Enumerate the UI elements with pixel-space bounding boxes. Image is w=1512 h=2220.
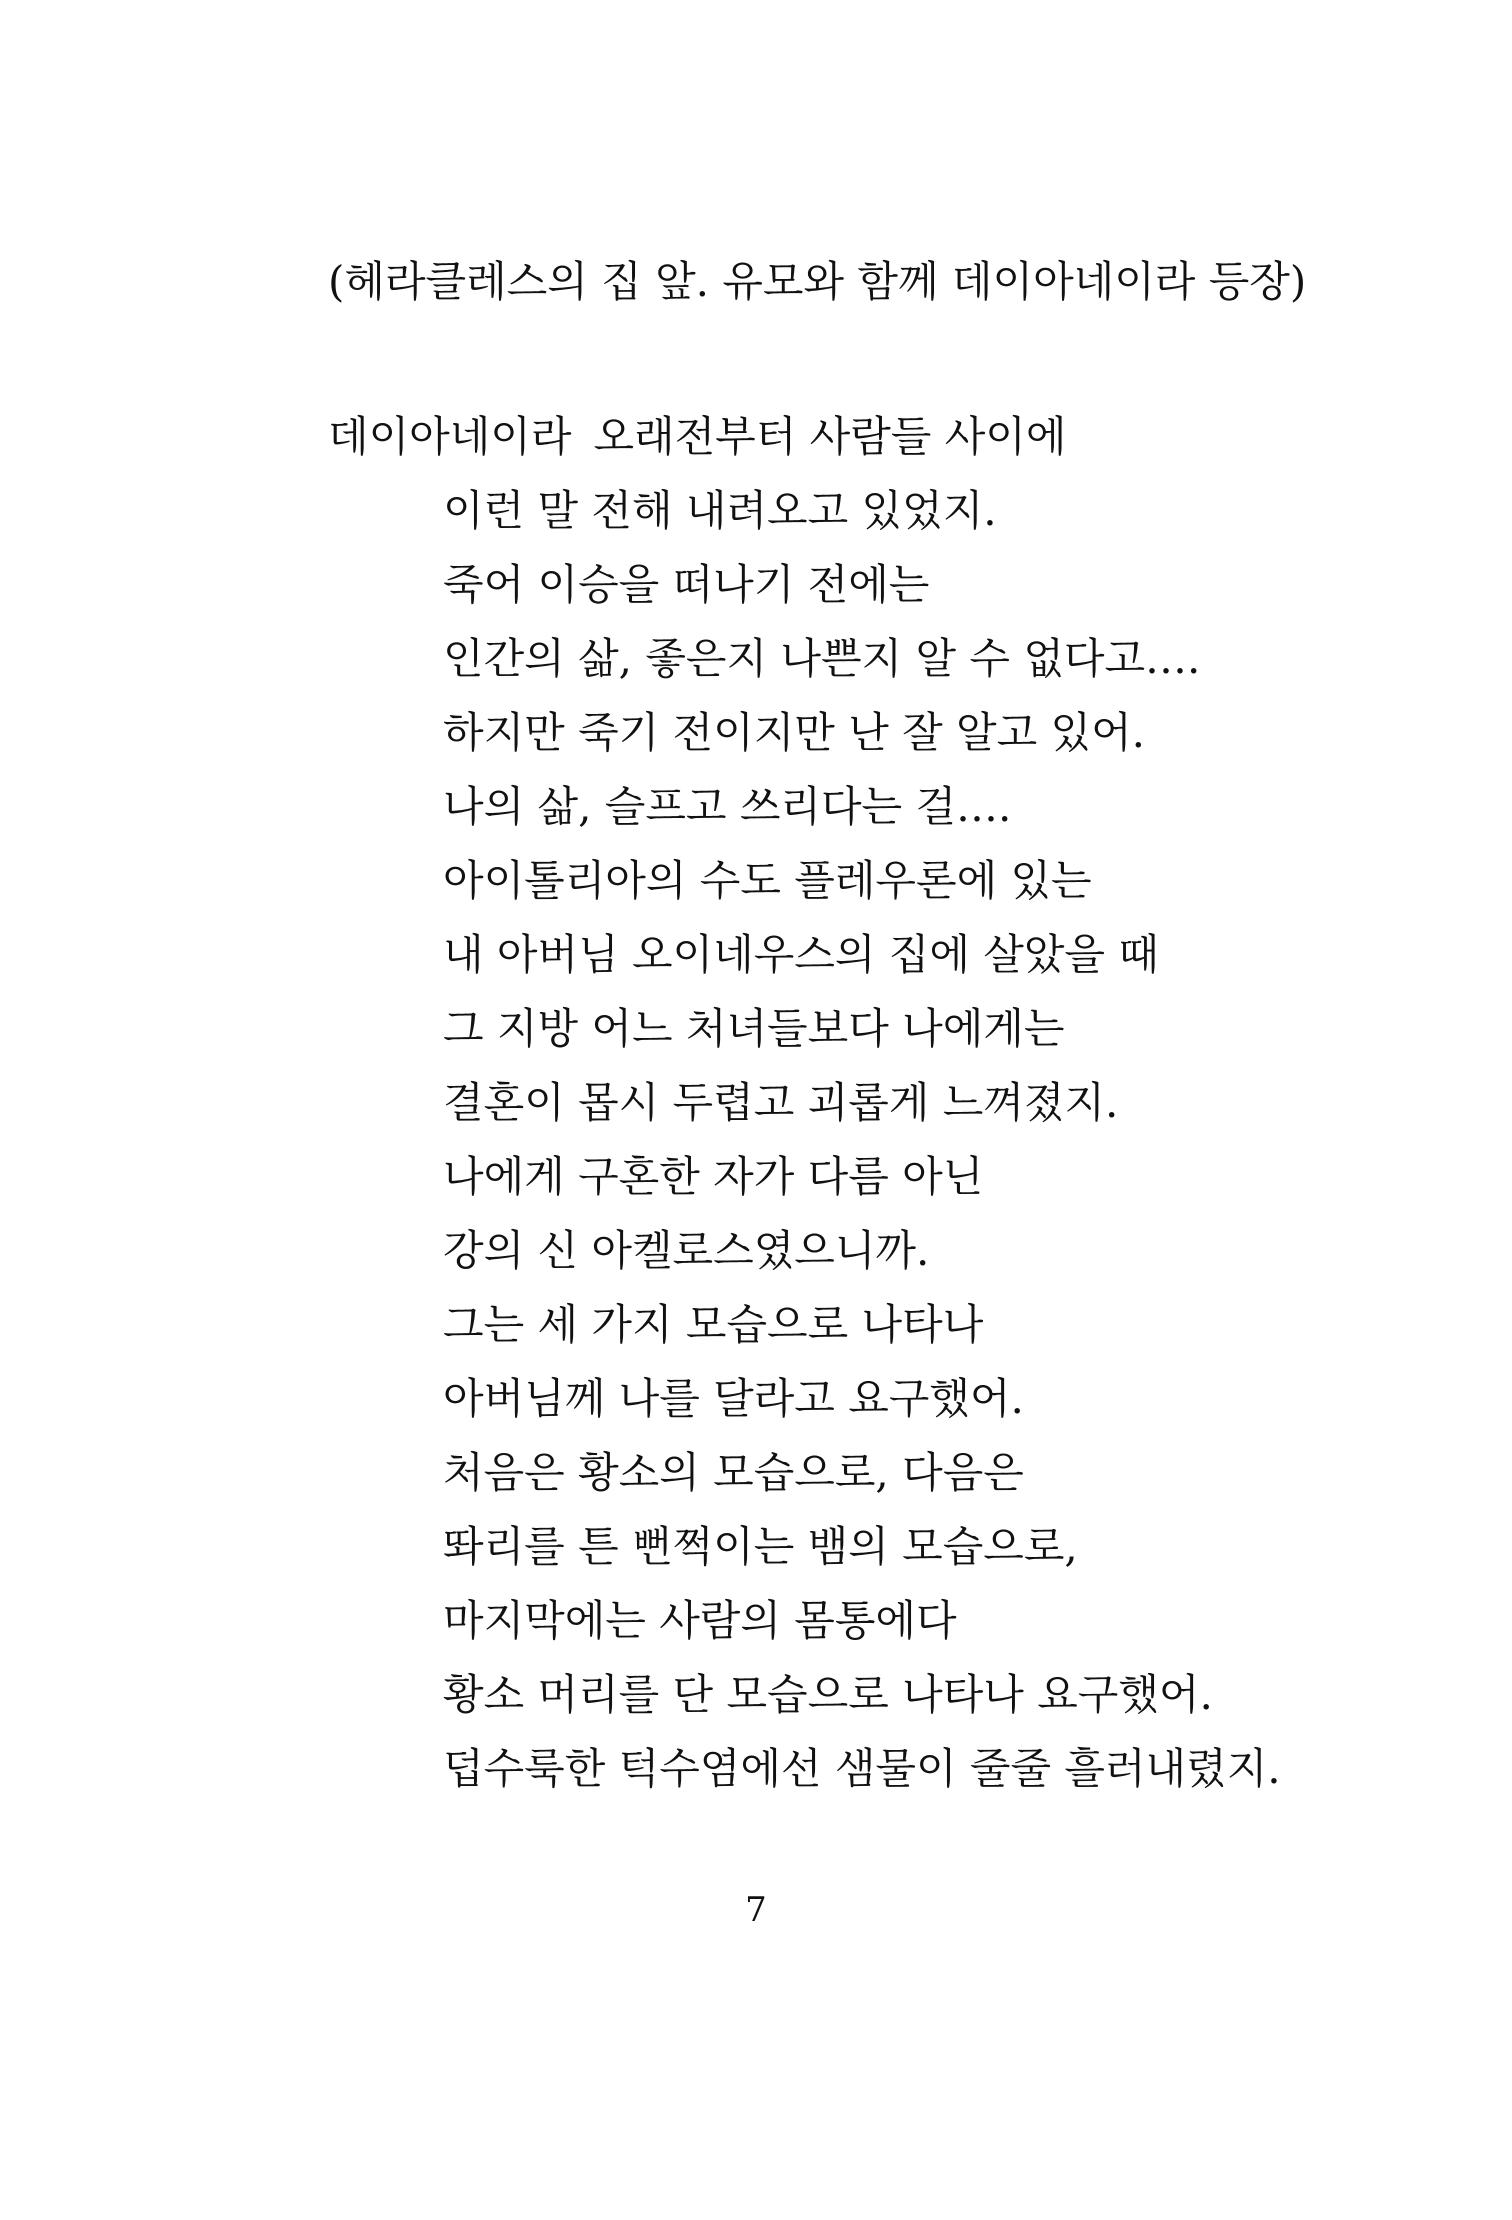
stage-direction: (헤라클레스의 집 앞. 유모와 함께 데이아네이라 등장): [328, 257, 1307, 306]
speech-line: 황소 머리를 단 모습으로 나타나 요구했어.: [443, 1670, 1213, 1719]
speech-line-text: 오래전부터 사람들 사이에: [593, 412, 1067, 461]
speech-line: 이런 말 전해 내려오고 있었지.: [443, 486, 997, 535]
speaker-name: 데이아네이라: [328, 412, 572, 461]
speech-line: 덥수룩한 턱수염에선 샘물이 줄줄 흘러내렸지.: [443, 1744, 1281, 1793]
speech-line: 그 지방 어느 처녀들보다 나에게는: [443, 1004, 1065, 1053]
speech-line: 아이톨리아의 수도 플레우론에 있는: [443, 856, 1092, 905]
speech-line: 인간의 삶, 좋은지 나쁜지 알 수 없다고….: [443, 634, 1201, 683]
page-number: 7: [745, 1890, 767, 1930]
speech-line: 똬리를 튼 뻔쩍이는 뱀의 모습으로,: [443, 1522, 1078, 1571]
speech-line: 나에게 구혼한 자가 다름 아닌: [443, 1152, 984, 1201]
speech-line: 결혼이 몹시 두렵고 괴롭게 느껴졌지.: [443, 1078, 1119, 1127]
speech-line: 내 아버님 오이네우스의 집에 살았을 때: [443, 930, 1159, 979]
speech-line: 아버님께 나를 달라고 요구했어.: [443, 1374, 1024, 1423]
speech-line-first: [328, 400, 1281, 474]
speech-block: [328, 400, 1281, 1806]
speech-line: 그는 세 가지 모습으로 나타나: [443, 1300, 984, 1349]
speech-line: 마지막에는 사람의 몸통에다: [443, 1596, 957, 1645]
speech-line: 나의 삶, 슬프고 쓰리다는 걸….: [443, 782, 1012, 831]
speech-line: 처음은 황소의 모습으로, 다음은: [443, 1448, 1024, 1497]
speech-line: 죽어 이승을 떠나기 전에는: [443, 560, 930, 609]
speech-line: 하지만 죽기 전이지만 난 잘 알고 있어.: [443, 708, 1146, 757]
speech-line: 강의 신 아켈로스였으니까.: [443, 1226, 930, 1275]
